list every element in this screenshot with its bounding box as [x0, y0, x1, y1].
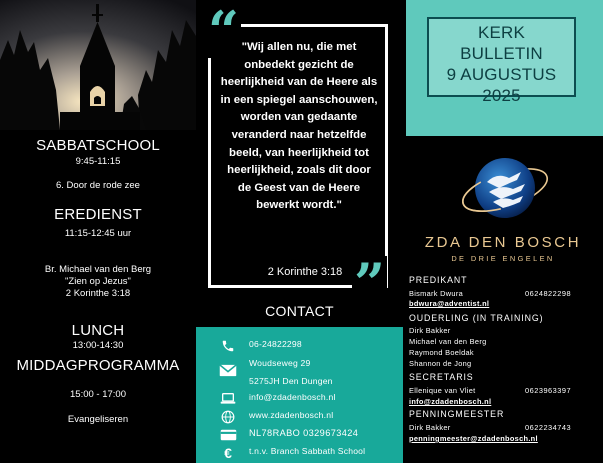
laptop-icon [218, 390, 238, 408]
organization-name: ZDA DEN BOSCH [424, 234, 582, 251]
eredienst-sermon: "Zien op Jezus" [65, 276, 131, 287]
penningmeester-title: PENNINGMEESTER [409, 409, 505, 419]
lunch-title: LUNCH [71, 322, 125, 339]
church-steeple-photo [0, 0, 196, 130]
contact-street: Woudseweg 29 [249, 358, 311, 368]
euro-icon: € [224, 445, 232, 461]
contact-address-row [196, 356, 403, 386]
three-angels-logo-icon [459, 142, 551, 234]
info-column [403, 0, 603, 463]
bible-quote: "Wij allen nu, die met onbedekt gezicht de heerlijkheid van de Heere als in een spiegel aanschouwen, worden van gedaante veranderd naar hetzelfde beeld, van heerlijkheid tot heerlijkheid, zoals dit door de Geest van de Heere bewerkt wordt." [220, 41, 378, 212]
secretaris-phone: 0623963397 [525, 386, 572, 395]
bulletin-title-line2: BULLETIN [460, 44, 543, 63]
steeple-silhouette-image [0, 0, 196, 130]
ouderling-name: Dirk Bakker [409, 326, 451, 335]
schedule-column [0, 0, 196, 463]
ouderling-name: Shannon de Jong [409, 359, 472, 368]
ouderling-title: OUDERLING (IN TRAINING) [409, 313, 544, 323]
penningmeester-email[interactable]: penningmeester@zdadenbosch.nl [409, 434, 538, 443]
middagprogramma-activity: Evangeliseren [67, 414, 129, 425]
contact-phone-row[interactable] [196, 337, 403, 355]
contact-account-row [196, 444, 403, 462]
bulletin-title-box [427, 17, 576, 105]
quote-box [208, 24, 388, 288]
contact-iban: NL78RABO 0329673424 [249, 428, 359, 438]
globe-icon [218, 408, 238, 426]
penningmeester-name: Dirk Bakker [409, 423, 451, 432]
predikant-title: PREDIKANT [409, 275, 468, 285]
ouderling-name: Michael van den Berg [409, 337, 487, 346]
phone-icon [218, 337, 238, 355]
contact-email-row[interactable] [196, 390, 403, 408]
bulletin-title-panel [406, 0, 603, 136]
middagprogramma-title: MIDDAGPROGRAMMA [16, 357, 180, 374]
predikant-email[interactable]: bdwura@adventist.nl [409, 299, 490, 308]
quote-contact-column [196, 0, 403, 463]
contact-city: 5275JH Den Dungen [249, 376, 333, 386]
eredienst-title: EREDIENST [54, 206, 142, 223]
ouderling-name: Raymond Boeldak [409, 348, 474, 357]
predikant-phone: 0624822298 [525, 289, 572, 298]
contact-website-row[interactable] [196, 408, 403, 426]
bulletin-date: 9 AUGUSTUS 2025 [446, 65, 557, 105]
eredienst-text: 2 Korinthe 3:18 [65, 288, 131, 299]
secretaris-email[interactable]: info@zdadenbosch.nl [409, 397, 492, 406]
credit-card-icon [218, 426, 238, 444]
organization-subtitle: DE DRIE ENGELEN [451, 254, 555, 263]
contact-website[interactable]: www.zdadenbosch.nl [249, 410, 334, 420]
lunch-time: 13:00-14:30 [72, 340, 124, 351]
open-quote-icon: “ [208, 0, 240, 63]
contact-title: CONTACT [265, 303, 334, 319]
quote-reference: 2 Korinthe 3:18 [267, 266, 343, 278]
secretaris-title: SECRETARIS [409, 372, 474, 382]
penningmeester-phone: 0622234743 [525, 423, 572, 432]
middagprogramma-time: 15:00 - 17:00 [70, 389, 126, 400]
contact-iban-row [196, 426, 403, 444]
contact-email[interactable]: info@zdadenbosch.nl [249, 392, 336, 402]
sabbatschool-time: 9:45-11:15 [75, 156, 121, 167]
sabbatschool-topic: 6. Door de rode zee [56, 180, 140, 191]
eredienst-speaker: Br. Michael van den Berg [44, 264, 152, 275]
contact-panel [196, 327, 403, 463]
contact-phone: 06-24822298 [249, 339, 302, 349]
sabbatschool-title: SABBATSCHOOL [36, 137, 160, 154]
close-quote-icon: ” [354, 251, 386, 315]
contact-account-name: t.n.v. Branch Sabbath School [249, 446, 366, 456]
predikant-name: Bismark Dwura [409, 289, 463, 298]
eredienst-time: 11:15-12:45 uur [64, 228, 132, 239]
bulletin-title-line1: KERK [477, 23, 526, 42]
secretaris-name: Ellenique van Vliet [409, 386, 476, 395]
envelope-icon [218, 361, 238, 379]
